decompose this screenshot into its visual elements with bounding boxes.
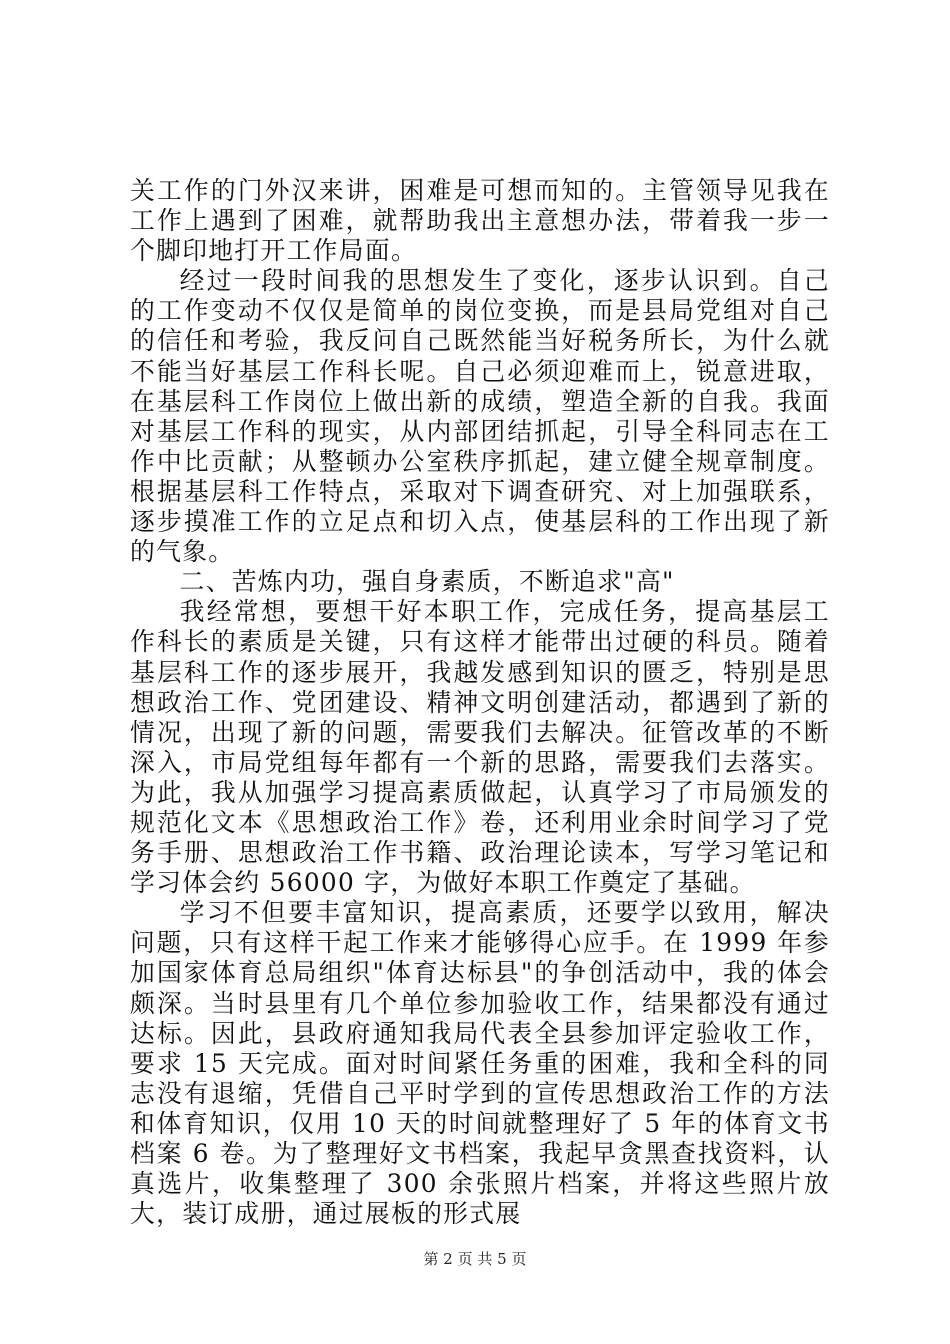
- paragraph-1: 关工作的门外汉来讲，困难是可想而知的。主管领导见我在工作上遇到了困难，就帮助我出主意想办法，带着我一步一个脚印地打开工作局面。: [130, 176, 830, 266]
- page-number-footer: 第 2 页 共 5 页: [423, 1250, 527, 1268]
- paragraph-3: 我经常想，要想干好本职工作，完成任务，提高基层工作科长的素质是关键，只有这样才能带出过硬的科员。随着基层科工作的逐步展开，我越发感到知识的匮乏，特别是思想政治工作、党团建设、精神文明创建活动，都遇到了新的情况，出现了新的问题，需要我们去解决。征管改革的不断深入，市局党组每年都有一个新的思路，需要我们去落实。为此，我从加强学习提高素质做起，认真学习了市局颁发的规范化文本《思想政治工作》卷，还利用业余时间学习了党务手册、思想政治工作书籍、政治理论读本，写学习笔记和学习体会约 56000 字，为做好本职工作奠定了基础。: [130, 597, 830, 898]
- section-heading: 二、苦炼内功，强自身素质，不断追求"高": [179, 567, 675, 597]
- paragraph-2: 经过一段时间我的思想发生了变化，逐步认识到。自己的工作变动不仅仅是简单的岗位变换，而是县局党组对自己的信任和考验，我反问自己既然能当好税务所长，为什么就不能当好基层工作科长呢。自己必须迎难而上，锐意进取，在基层科工作岗位上做出新的成绩，塑造全新的自我。我面对基层工作科的现实，从内部团结抓起，引导全科同志在工作中比贡献；从整顿办公室秩序抓起，建立健全规章制度。根据基层科工作特点，采取对下调查研究、对上加强联系，逐步摸准工作的立足点和切入点，使基层科的工作出现了新的气象。: [130, 266, 830, 567]
- paragraph-4: 学习不但要丰富知识，提高素质，还要学以致用，解决问题，只有这样干起工作来才能够得心应手。在 1999 年参加国家体育总局组织"体育达标县"的争创活动中，我的体会颇深。当时县里有几个单位参加验收工作，结果都没有通过达标。因此，县政府通知我局代表全县参加评定验收工作，要求 15 天完成。面对时间紧任务重的困难，我和全科的同志没有退缩，凭借自己平时学到的宣传思想政治工作的方法和体育知识，仅用 10 天的时间就整理好了 5 年的体育文书档案 6 卷。为了整理好文书档案，我起早贪黑查找资料，认真选片，收集整理了 300 余张照片档案，并将这些照片放大，装订成册，通过展板的形式展: [130, 898, 830, 1229]
- document-body: [130, 176, 830, 1229]
